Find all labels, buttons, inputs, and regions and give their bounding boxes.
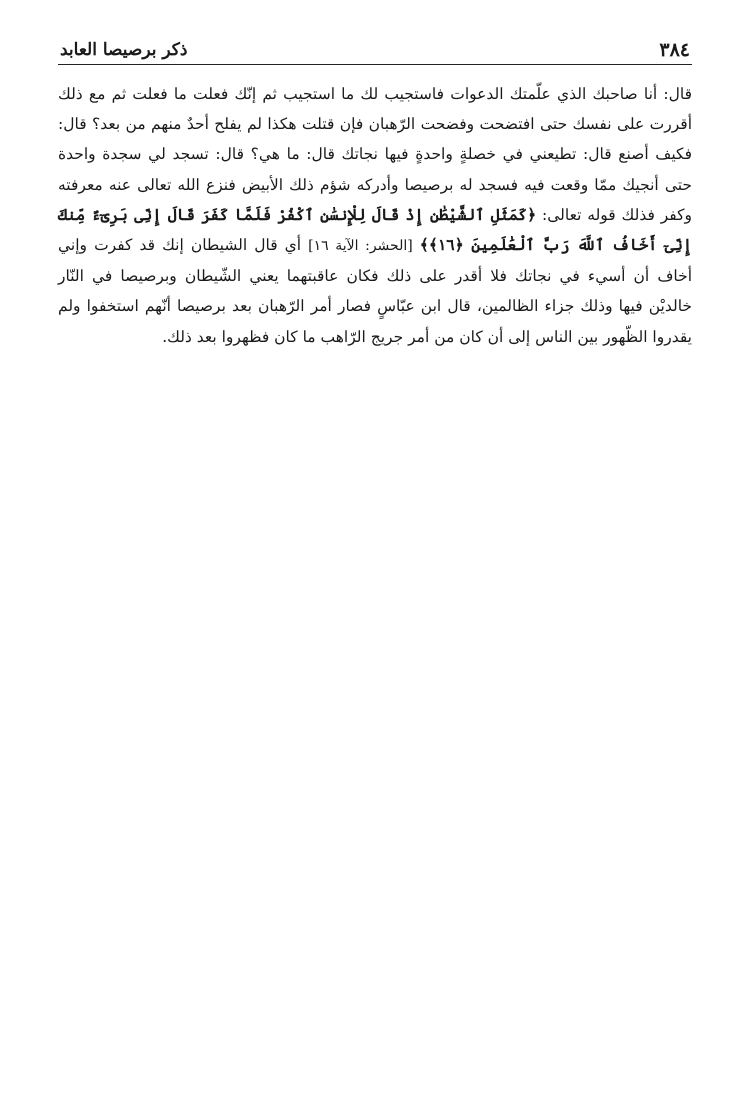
chapter-title: ذكر برصيصا العابد	[60, 40, 188, 60]
main-paragraph	[58, 79, 692, 352]
running-header	[58, 36, 692, 65]
text-part-2: أي قال الشيطان إنك قد كفرت وإني أخاف أن أسيء في نجاتك فلا أقدر على ذلك فكان عاقبتهما يعني الشّيطان وبرصيصا في النّار خالديْن فيها وذلك جزاء الظالمين، قال ابن عبّاسٍ فصار أمر الرّهبان بعد برصيصا أنّهم استخفوا ولم يقدروا الظّهور بين الناس إلى أن كان من أمر جريج الرّاهب ما كان فظهروا بعد ذلك.	[58, 236, 692, 346]
body-text	[58, 79, 692, 352]
book-page	[58, 36, 692, 352]
page-number: ٣٨٤	[659, 39, 690, 61]
text-part-1: قال: أنا صاحبك الذي علّمتك الدعوات فاستجيب لك ما استجيب ثم إنّك فعلت ما فعلت ثم مع ذلك أقررت على نفسك حتى افتضحت وفضحت الرّهبان فإن قتلت هكذا لم يفلح أحدٌ منهم من بعد؟ قال: فكيف أصنع قال: تطيعني في خصلةٍ واحدةٍ فيها نجاتك قال: ما هي؟ قال: تسجد لي سجدة واحدة حتى أنجيك ممّا وقعت فيه فسجد له برصيصا وأدركه شؤم ذلك الأبيض فنزع الله تعالى عنه معرفته وكفر فذلك قوله تعالى:	[58, 85, 692, 224]
verse-citation: [الحشر: الآية ١٦]	[308, 238, 413, 255]
quran-verse: ﴿كَمَثَلِ ٱلشَّيْطَٰنِ إِذْ قَالَ لِلْإِنسَٰنِ ٱكْفُرْ فَلَمَّا كَفَرَ قَالَ إِنِّى بَرِىٓءٌ مِّنكَ إِنِّىٓ أَخَافُ ٱللَّهَ رَبَّ ٱلْعَٰلَمِينَ ﴿١٦﴾﴾	[58, 204, 692, 255]
